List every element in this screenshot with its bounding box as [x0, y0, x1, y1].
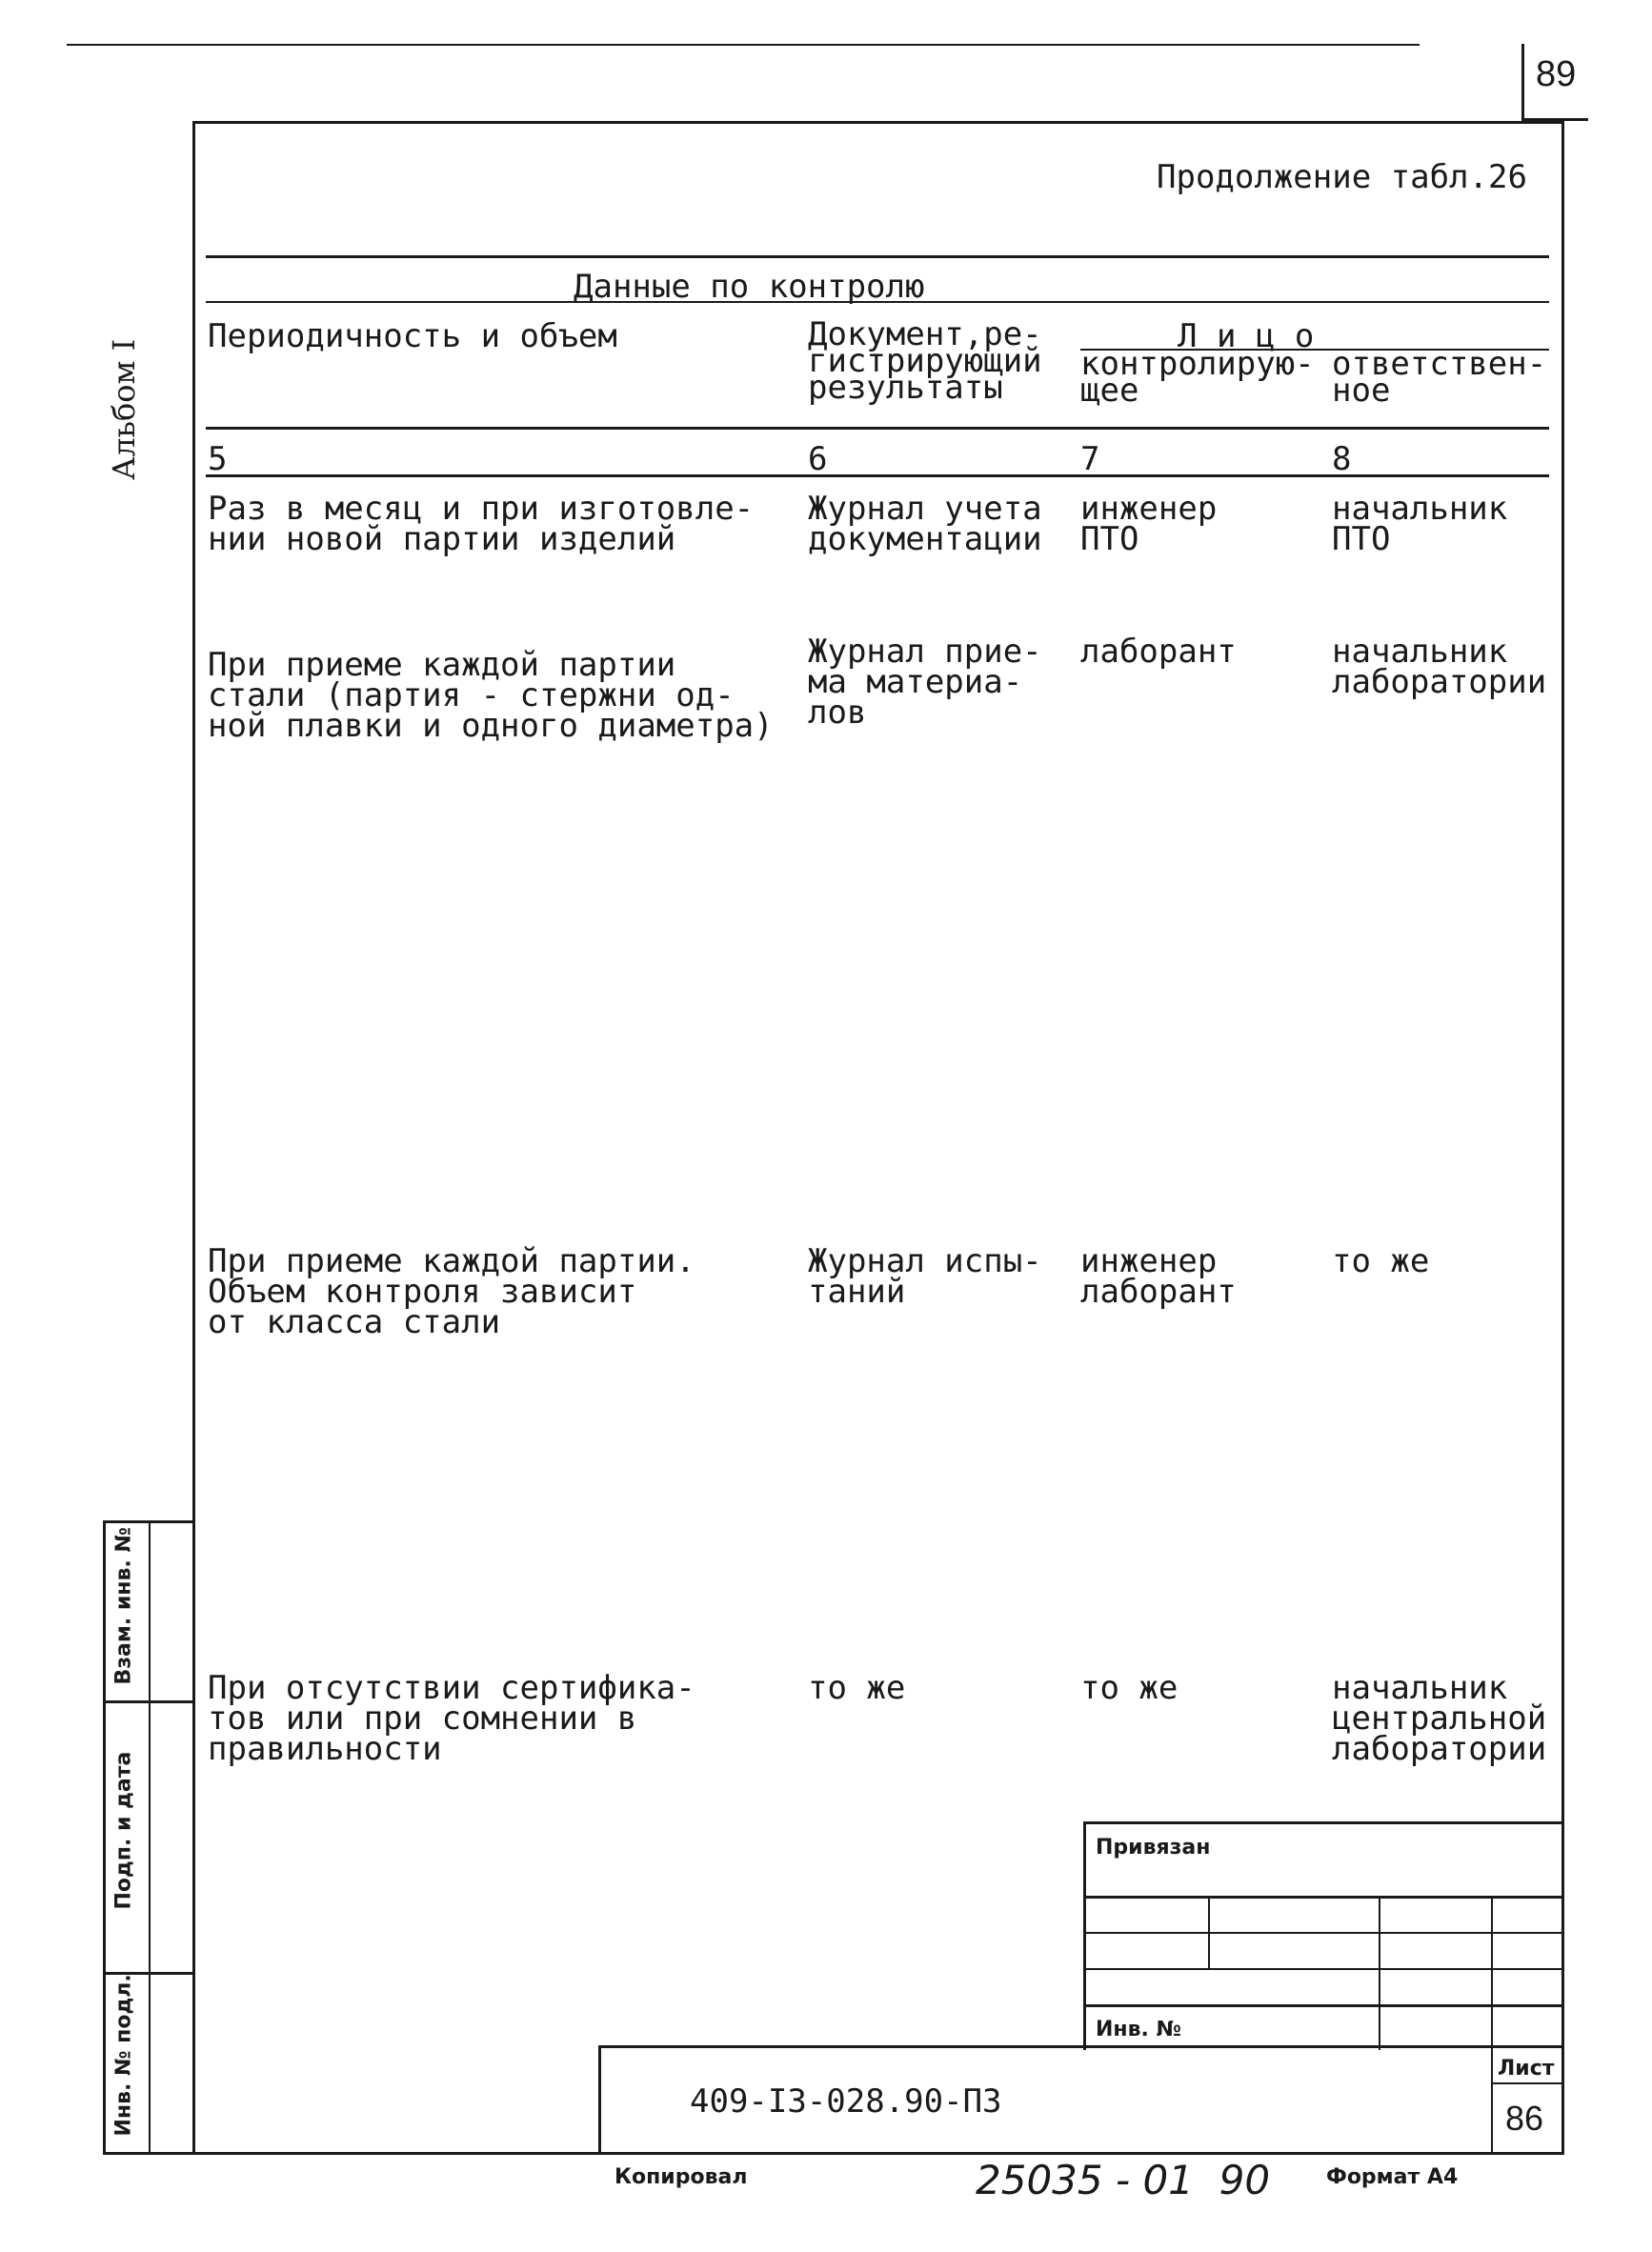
col-number-7: 7 [1080, 440, 1100, 478]
side-stamp-left-border [103, 1520, 106, 2155]
bound-block-left [1083, 1821, 1086, 2050]
col-number-6: 6 [808, 440, 828, 478]
side-stamp-divider [149, 1520, 151, 2155]
table-row-2-periodicity: При приеме каждой партии стали (партия - стержни од- ной плавки и одного диаметра) [208, 646, 774, 745]
sheet-label: Лист [1498, 2057, 1555, 2081]
order-number: 25035 - 01 90 [976, 2157, 1271, 2203]
control-data-header: Данные по контролю [574, 268, 925, 306]
table-row-2-document: Журнал прие- ма материа- лов [808, 633, 1042, 732]
col-number-8: 8 [1332, 440, 1352, 478]
table-row-1-responsible: начальник ПТО [1332, 490, 1508, 558]
bound-label: Привязан [1096, 1836, 1211, 1860]
album-label: Альбом I [106, 338, 142, 480]
col-header-person: Л и ц о [1178, 317, 1315, 355]
bound-grid-col-2 [1379, 1896, 1380, 2050]
code-block-left [598, 2045, 601, 2155]
bound-grid-col-3 [1491, 1896, 1493, 2155]
code-block-top [598, 2045, 1564, 2048]
table-row-3-controlling: инженер лаборант [1080, 1242, 1237, 1311]
page-number-box-left [1521, 44, 1524, 120]
table-row-4-periodicity: При отсутствии сертифика- тов или при сомнении в правильности [208, 1669, 695, 1768]
col-number-5: 5 [208, 440, 228, 478]
sheet-number: 86 [1505, 2099, 1544, 2138]
page-number: 89 [1536, 54, 1577, 94]
col-header-document: Документ,ре- гистрирующий результаты [808, 315, 1042, 407]
table-row-1-document: Журнал учета документации [808, 490, 1042, 558]
side-stamp-sep-1 [103, 1700, 194, 1703]
table-row-2-responsible: начальник лаборатории [1332, 633, 1547, 701]
side-stamp-signature-date: Подп. и дата [111, 1751, 136, 1910]
table-row-4-document: то же [808, 1669, 906, 1707]
table-row-2-controlling: лаборант [1080, 633, 1237, 671]
inv-label: Инв. № [1096, 2018, 1182, 2041]
header-rule-control [206, 301, 1549, 303]
table-row-3-periodicity: При приеме каждой партии. Объем контроля зависит от класса стали [208, 1242, 695, 1341]
continuation-title: Продолжение табл.26 [1157, 158, 1527, 196]
document-code: 409-I3-028.90-ПЗ [690, 2082, 1002, 2121]
col-header-periodicity: Периодичность и объем [208, 317, 617, 355]
table-row-3-responsible: то же [1332, 1242, 1430, 1280]
header-rule-top [206, 255, 1549, 258]
table-row-1-controlling: инженер ПТО [1080, 490, 1218, 558]
bound-block-top [1083, 1821, 1564, 1824]
side-stamp-top [103, 1520, 194, 1523]
col-numbers-rule [206, 474, 1549, 477]
header-rule-bottom [206, 427, 1549, 430]
table-row-1-periodicity: Раз в месяц и при изготовле- нии новой партии изделий [208, 490, 755, 558]
bound-grid-col-1 [1208, 1896, 1210, 1968]
side-stamp-original-inv: Инв. № подл. [111, 1974, 136, 2137]
table-row-3-document: Журнал испы- таний [808, 1242, 1042, 1311]
top-rule [67, 44, 1420, 46]
table-row-4-controlling: то же [1080, 1669, 1179, 1707]
format-label: Формат А4 [1326, 2165, 1459, 2189]
copied-label: Копировал [614, 2165, 748, 2189]
table-row-4-responsible: начальник центральной лаборатории [1332, 1669, 1547, 1768]
col-header-responsible: ответствен- ное [1332, 345, 1547, 410]
side-stamp-replacement: Взам. инв. № [111, 1527, 136, 1685]
col-header-controlling: контролирую- щее [1080, 345, 1315, 410]
